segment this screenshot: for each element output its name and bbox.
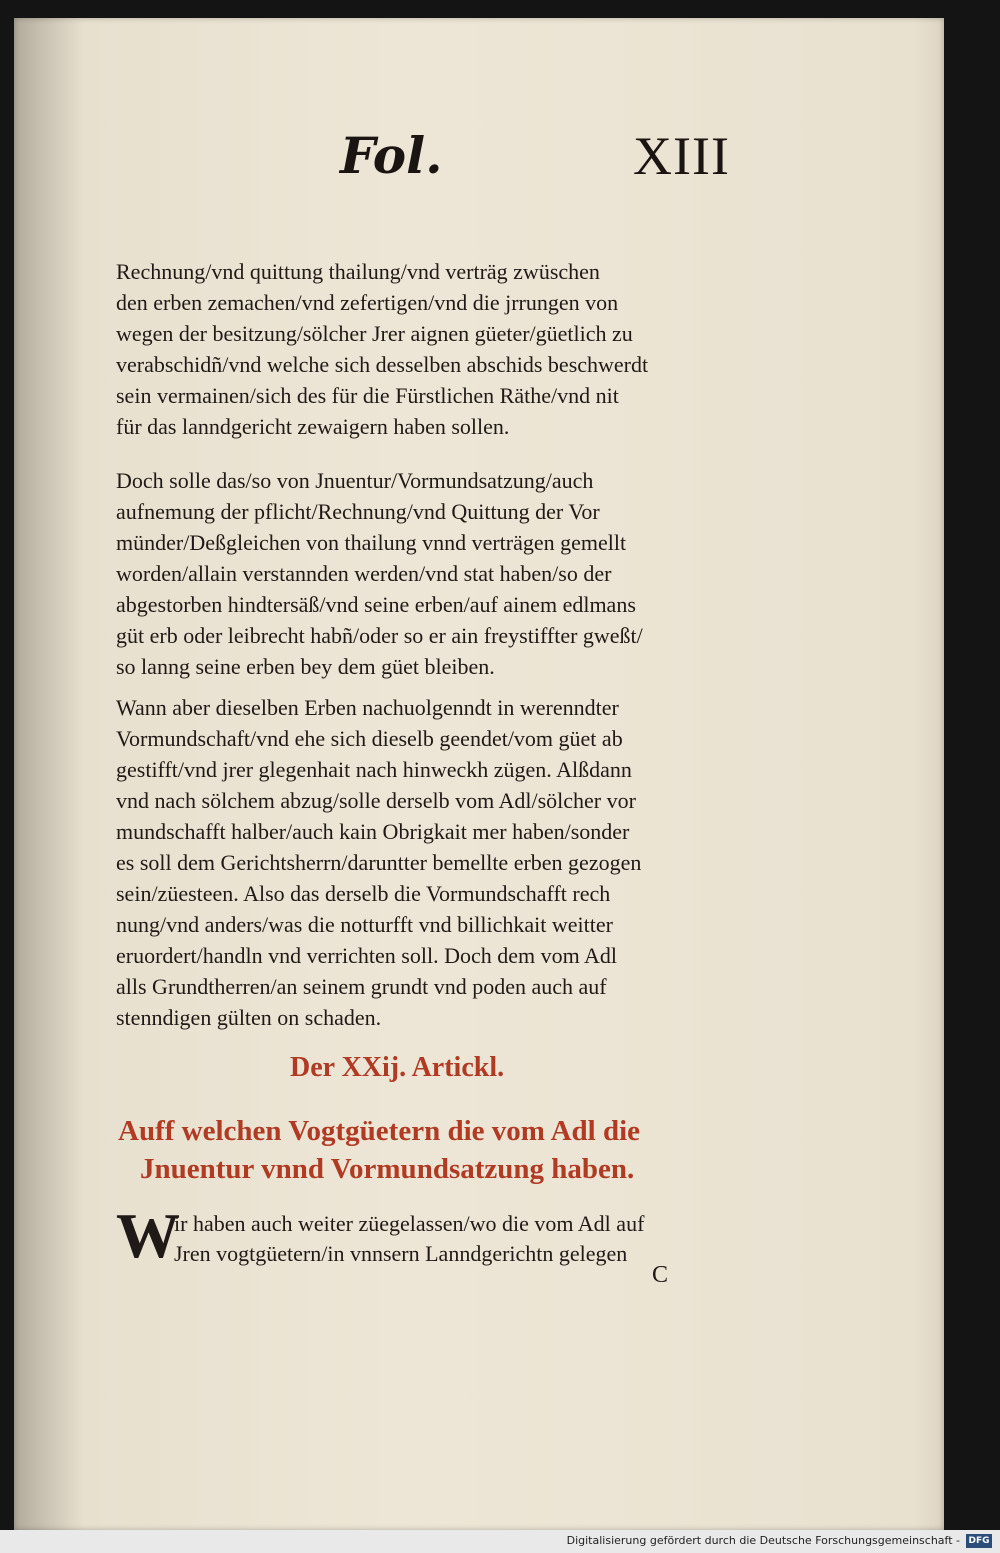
text-line: abgestorben hindtersäß/vnd seine erben/auf ainem edlmans	[116, 592, 636, 617]
article-subheading-line: Auff welchen Vogtgüetern die vom Adl die	[118, 1115, 640, 1147]
text-line: Vormundschaft/vnd ehe sich dieselb geendet/vom güet ab	[116, 726, 623, 751]
folio-label: Fol.	[340, 126, 443, 185]
text-line: stenndigen gülten on schaden.	[116, 1005, 382, 1030]
text-line: worden/allain verstannden werden/vnd stat haben/so der	[116, 561, 612, 586]
text-line: gestifft/vnd jrer glegenhait nach hinweckh zügen. Alßdann	[116, 757, 632, 782]
text-line: vnd nach sölchem abzug/solle derselb vom Adl/sölcher vor	[116, 788, 636, 813]
text-line: mundschafft halber/auch kain Obrigkait mer haben/sonder	[116, 819, 630, 844]
article-heading: Der XXij. Artickl.	[290, 1052, 505, 1083]
text-line: für das lanndgericht zewaigern haben sollen.	[116, 414, 510, 439]
text-line: münder/Deßgleichen von thailung vnnd verträgen gemellt	[116, 530, 627, 555]
final-paragraph	[116, 1200, 736, 1294]
paragraph-2	[116, 465, 736, 682]
catchword: C	[652, 1262, 669, 1288]
funding-credit[interactable]: Digitalisierung gefördert durch die Deutsche Forschungsgemeinschaft -	[566, 1534, 960, 1547]
folio-number: XIII	[633, 126, 730, 186]
text-line: eruordert/handln vnd verrichten soll. Doch dem vom Adl	[116, 943, 617, 968]
text-line: alls Grundtherren/an seinem grundt vnd poden auch auf	[116, 974, 607, 999]
text-line: ir haben auch weiter züegelassen/wo die vom Adl auf	[174, 1211, 645, 1236]
paragraph-3	[116, 692, 736, 1033]
article-subheading-line: Jnuentur vnnd Vormundsatzung haben.	[140, 1153, 635, 1185]
text-line: verabschidñ/vnd welche sich desselben abschids beschwerdt	[116, 352, 649, 377]
text-line: sein/züesteen. Also das derselb die Vormundschafft rech	[116, 881, 611, 906]
text-line: güt erb oder leibrecht habñ/oder so er ain freystiffter gweßt/	[116, 623, 643, 648]
text-line: sein vermainen/sich des für die Fürstlichen Räthe/vnd nit	[116, 383, 619, 408]
footer-credit-bar	[0, 1530, 1000, 1553]
text-line: nung/vnd anders/was die notturfft vnd billichkait weitter	[116, 912, 613, 937]
page-gutter-shadow	[14, 18, 84, 1530]
text-line: wegen der besitzung/sölcher Jrer aignen güeter/güetlich zu	[116, 321, 633, 346]
text-line: aufnemung der pflicht/Rechnung/vnd Quittung der Vor	[116, 499, 600, 524]
folio-header	[340, 124, 730, 194]
text-line: den erben zemachen/vnd zefertigen/vnd die jrrungen von	[116, 290, 619, 315]
text-line: Rechnung/vnd quittung thailung/vnd verträg zwüschen	[116, 259, 600, 284]
paragraph-1	[116, 256, 736, 442]
text-line: Doch solle das/so von Jnuentur/Vormundsatzung/auch	[116, 468, 594, 493]
text-line: Wann aber dieselben Erben nachuolgenndt in werenndter	[116, 695, 619, 720]
text-line: Jren vogtgüetern/in vnnsern Lanndgerichtn gelegen	[174, 1241, 628, 1266]
text-line: so lanng seine erben bey dem güet bleiben.	[116, 654, 495, 679]
text-line: es soll dem Gerichtsherrn/daruntter bemellte erben gezogen	[116, 850, 642, 875]
dfg-logo[interactable]: DFG	[966, 1534, 992, 1548]
drop-cap-initial: W	[116, 1200, 180, 1271]
